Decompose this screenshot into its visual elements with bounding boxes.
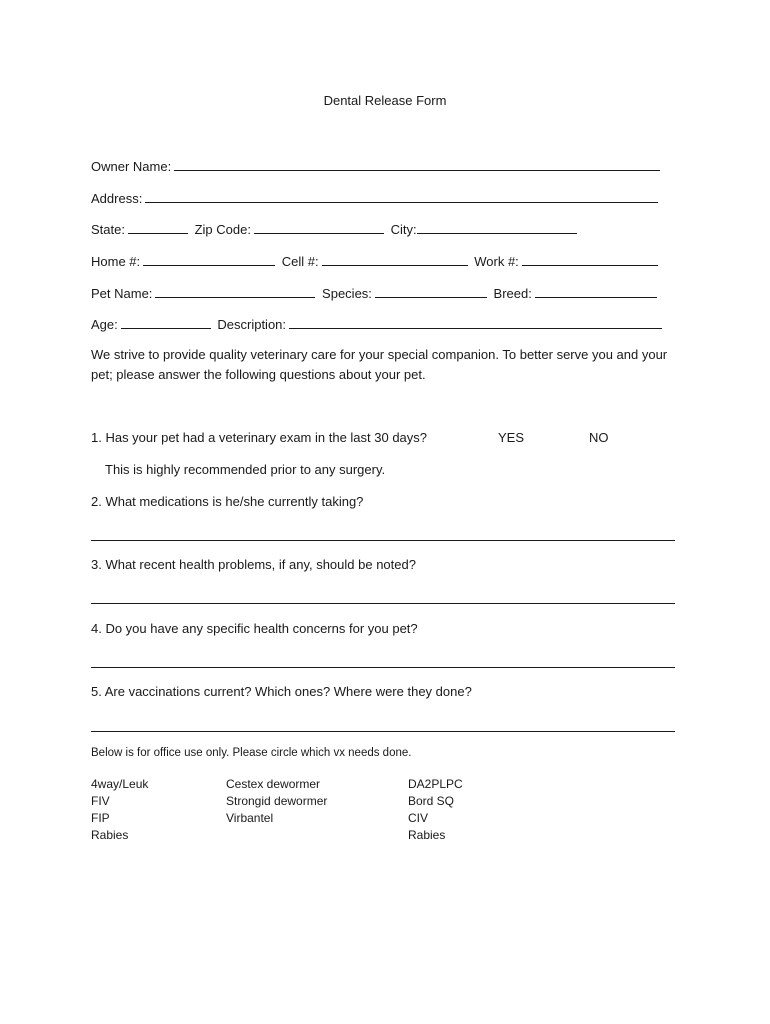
- vaccine-item[interactable]: Rabies: [91, 828, 129, 842]
- vaccine-item[interactable]: Bord SQ: [408, 794, 455, 808]
- vaccine-item[interactable]: CIV: [408, 811, 429, 825]
- work-label: Work #:: [474, 254, 519, 269]
- question-2-answer-line[interactable]: [91, 540, 675, 541]
- owner-name-label: Owner Name:: [91, 159, 172, 174]
- home-label: Home #:: [91, 254, 141, 269]
- vaccine-column-1: [91, 776, 148, 844]
- cell-label: Cell #:: [281, 254, 319, 269]
- zip-label: Zip Code:: [194, 222, 251, 237]
- question-4: 4. Do you have any specific health concerns for you pet?: [91, 621, 418, 636]
- species-field[interactable]: [375, 285, 487, 298]
- question-4-answer-line[interactable]: [91, 667, 675, 668]
- question-5: 5. Are vaccinations current? Which ones? Where were they done?: [91, 684, 472, 699]
- state-label: State:: [91, 222, 125, 237]
- vaccine-column-3: [408, 776, 463, 844]
- description-label: Description:: [217, 317, 287, 332]
- vaccine-item[interactable]: FIP: [91, 811, 110, 825]
- work-field[interactable]: [522, 253, 658, 266]
- question-2: 2. What medications is he/she currently taking?: [91, 494, 364, 509]
- vaccine-item[interactable]: DA2PLPC: [408, 777, 463, 791]
- question-1: 1. Has your pet had a veterinary exam in the last 30 days?: [91, 430, 428, 445]
- vaccine-item[interactable]: 4way/Leuk: [91, 777, 149, 791]
- dewormer-item[interactable]: Strongid dewormer: [226, 794, 328, 808]
- city-label: City:: [390, 222, 417, 237]
- question-1-note: This is highly recommended prior to any surgery.: [105, 462, 386, 477]
- zip-field[interactable]: [254, 221, 384, 234]
- age-field[interactable]: [121, 316, 211, 329]
- pet-name-label: Pet Name:: [91, 286, 153, 301]
- home-field[interactable]: [143, 253, 275, 266]
- owner-name-field[interactable]: [174, 158, 660, 171]
- office-use-note: Below is for office use only. Please circle which vx needs done.: [91, 747, 412, 759]
- city-field[interactable]: [417, 221, 577, 234]
- age-row: [91, 316, 665, 332]
- address-field[interactable]: [145, 190, 658, 203]
- vaccine-item[interactable]: FIV: [91, 794, 110, 808]
- pet-name-field[interactable]: [155, 285, 315, 298]
- intro-paragraph: We strive to provide quality veterinary care for your special companion. To better serve you and your pet; please answer the following questions about your pet.: [91, 347, 668, 382]
- address-label: Address:: [91, 191, 143, 206]
- vaccine-column-2: [226, 776, 327, 827]
- state-zip-city-row: [91, 221, 580, 237]
- page-title: Dental Release Form: [323, 93, 447, 108]
- owner-name-row: [91, 158, 663, 174]
- question-3-answer-line[interactable]: [91, 603, 675, 604]
- state-field[interactable]: [128, 221, 188, 234]
- cell-field[interactable]: [322, 253, 468, 266]
- vaccine-item[interactable]: Rabies: [408, 828, 446, 842]
- breed-label: Breed:: [493, 286, 532, 301]
- description-field[interactable]: [289, 316, 662, 329]
- pet-row: [91, 285, 660, 301]
- breed-field[interactable]: [535, 285, 657, 298]
- question-3: 3. What recent health problems, if any, should be noted?: [91, 557, 416, 572]
- phone-row: [91, 253, 661, 269]
- dewormer-item[interactable]: Cestex dewormer: [226, 777, 321, 791]
- address-row: [91, 190, 661, 206]
- age-label: Age:: [91, 317, 118, 332]
- species-label: Species:: [322, 286, 372, 301]
- q1-no-option[interactable]: NO: [589, 430, 609, 445]
- question-5-answer-line[interactable]: [91, 731, 675, 732]
- q1-yes-option[interactable]: YES: [498, 430, 525, 445]
- dewormer-item[interactable]: Virbantel: [226, 811, 274, 825]
